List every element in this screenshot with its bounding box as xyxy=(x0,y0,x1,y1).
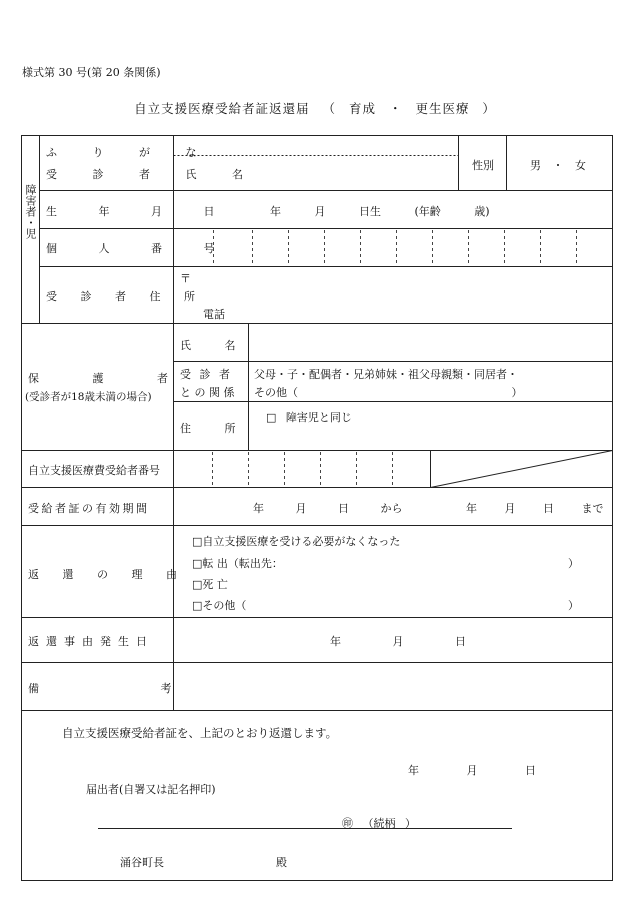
reason-moved-close: ） xyxy=(568,557,579,570)
patient-address-label: 受 診 者 住 所 xyxy=(46,290,205,303)
form-number: 様式第 30 号(第 20 条関係) xyxy=(22,66,161,79)
guardian-name-label: 氏 名 xyxy=(180,339,236,352)
personal-number-label: 個 人 番 号 xyxy=(46,242,227,255)
patient-name-label: 受 診 者 氏 名 xyxy=(46,168,259,181)
submitter-label: 届出者(自署又は記名押印) xyxy=(86,783,216,796)
same-as-child-checkbox[interactable]: □ 障害児と同じ xyxy=(266,411,352,424)
relation-label-1: 受 診 者 xyxy=(180,368,230,381)
relation-label-2: と の 関 係 xyxy=(180,386,235,399)
reason-option-other[interactable]: □その他（ xyxy=(192,599,247,612)
form-title: 自立支援医療受給者証返還届 （ 育成 ・ 更生医療 ） xyxy=(134,101,496,116)
validity-label: 受給者証の有効期間 xyxy=(28,502,150,515)
phone-label: 電話 xyxy=(203,308,225,321)
reason-option-death[interactable]: □死 亡 xyxy=(192,578,228,591)
birth-label: 生 年 月 日 xyxy=(46,205,234,218)
gender-label: 性別 xyxy=(472,159,494,172)
submission-date[interactable]: 年 月 日 xyxy=(408,764,536,777)
honorific: 殿 xyxy=(276,856,287,869)
seal-relationship[interactable]: ㊞ （続柄 ） xyxy=(342,817,416,830)
validity-from[interactable]: 年 月 日 から xyxy=(253,502,403,515)
remarks-label: 備 考 xyxy=(28,682,172,695)
guardian-label: 保 護 者 xyxy=(28,372,178,385)
declaration-statement: 自立支援医療受給者証を、上記のとおり返還します。 xyxy=(62,726,338,740)
occurrence-label: 返還事由発生日 xyxy=(28,635,154,648)
patient-section-label: 障害者・児 xyxy=(24,184,37,239)
validity-to[interactable]: 年 月 日 まで xyxy=(466,502,604,515)
reason-option-unnecessary[interactable]: □自立支援医療を受ける必要がなくなった xyxy=(192,535,401,548)
reason-label: 返 還 の 理 由 xyxy=(28,568,184,581)
postal-mark: 〒 xyxy=(180,272,191,285)
reason-other-close: ） xyxy=(568,599,579,612)
birth-value[interactable]: 年 月 日生 (年齢 歳) xyxy=(270,205,490,218)
relation-options[interactable]: 父母・子・配偶者・兄弟姉妹・祖父母親類・同居者・ xyxy=(254,368,518,381)
guardian-address-label: 住 所 xyxy=(180,422,236,435)
furigana-label: ふ り が な xyxy=(46,146,213,159)
addressee: 涌谷町長 xyxy=(120,856,164,869)
recipient-number-label: 自立支援医療費受給者番号 xyxy=(28,464,160,477)
relation-other[interactable]: その他（ ） xyxy=(254,386,523,399)
guardian-note: (受診者が18歳未満の場合) xyxy=(25,391,152,403)
occurrence-value[interactable]: 年 月 日 xyxy=(330,635,466,648)
gender-options[interactable]: 男 ・ 女 xyxy=(530,159,590,172)
reason-option-moved[interactable]: □転 出（転出先： xyxy=(192,557,283,570)
